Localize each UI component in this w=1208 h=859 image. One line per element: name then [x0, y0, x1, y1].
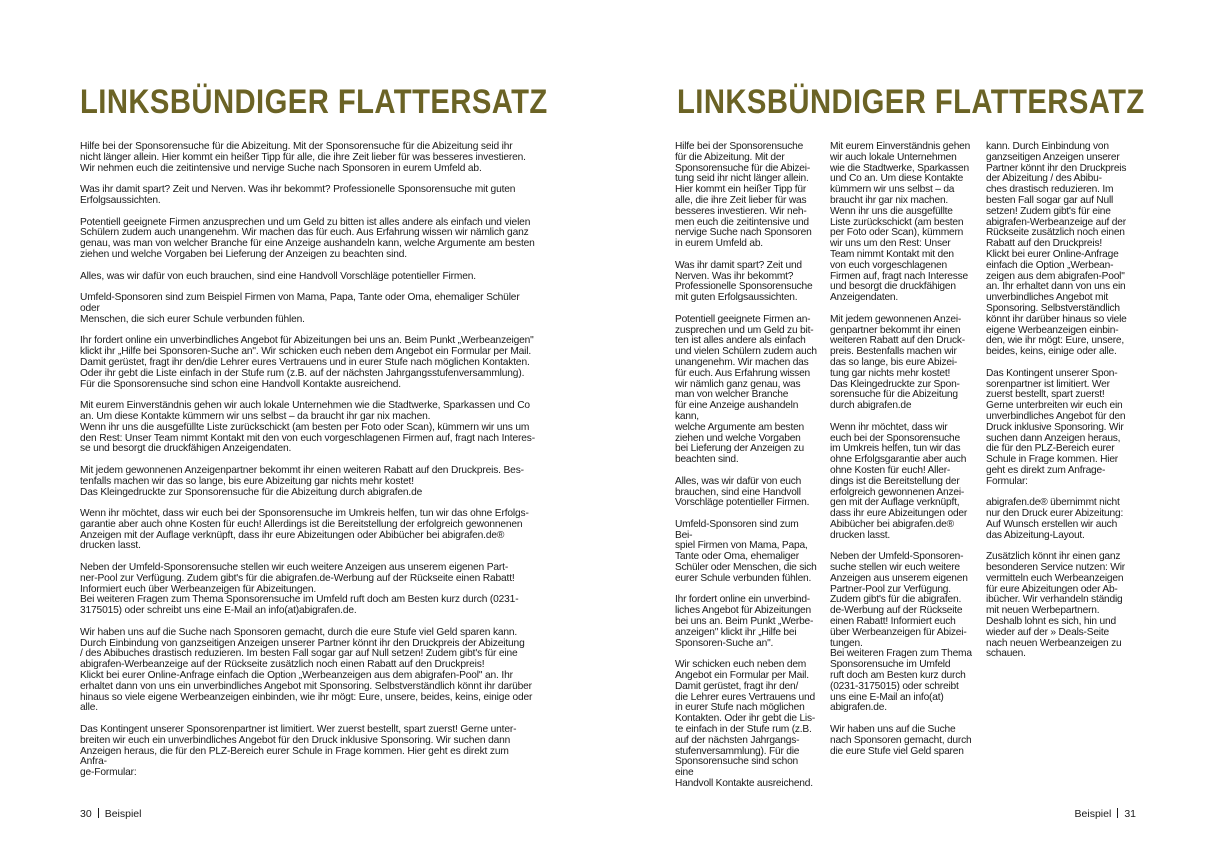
right-page — [604, 0, 1208, 859]
folio-divider — [98, 808, 99, 818]
paragraph: Zusätzlich könnt ihr einen ganz besonderen Service nutzen: Wir vermitteln euch Werbeanzeigen für eure Abizeitungen oder Ab- ibücher. Wir verhandeln ständig mit neuen Werbepartnern. Deshalb lohnt es sich, hin und wieder auf der » Deals-Seite nach neuen Werbeanzeigen zu schauen. — [986, 551, 1125, 660]
paragraph: Ihr fordert online ein unverbind- liches Angebot für Abizeitungen bei uns an. Beim Punkt „Werbe- anzeigen" klickt ihr „Hilfe bei Sponsoren-Suche an". — [675, 594, 814, 649]
paragraph: Das Kontingent unserer Sponsorenpartner ist limitiert. Wer zuerst bestellt, spart zuerst! Gerne unter- breiten wir euch ein unverbindliches Angebot für den Druck inklusive Sponsoring. Wir suchen dann Anzeigen heraus, die für den PLZ-Bereich eurer Schule in Frage kommen. Hier geht es direkt zum Anfra- ge-Formular: — [80, 724, 517, 779]
paragraph: Das Kontingent unserer Spon- sorenpartner ist limitiert. Wer zuerst bestellt, spart zuerst! Gerne unterbreiten wir euch ein unverbindliches Angebot für den Druck inklusive Sponsoring. Wir suchen dann Anzeigen heraus, die für den PLZ-Bereich eurer Schule in Frage kommen. Hier geht es direkt zum Anfrage- Formular: — [986, 367, 1126, 487]
page-title: LINKSBÜNDIGER FLATTERSATZ — [677, 83, 1145, 121]
text-column-3 — [986, 142, 1128, 671]
paragraph: Umfeld-Sponsoren sind zum Bei- spiel Firmen von Mama, Papa, Tante oder Oma, ehemaliger Schüler oder Menschen, die sich eurer Schule verbunden fühlen. — [675, 518, 817, 584]
paragraph: Ihr fordert online ein unverbindliches Angebot für Abizeitungen bei uns an. Beim Punkt „Werbeanzeigen" klickt ihr „Hilfe bei Sponsoren-Suche an". Wir schicken euch neben dem Angebot ein Formular per Mail. Damit gerüstet, fragt ihr den/die Lehrer eures Vertrauens und in eurer Stufe nach möglichen Kontakten. Oder ihr gebt die Liste einfach in der Stufe rum (z.B. auf der nächsten Jahrgangsstufenversammlung). Für die Sponsorensuche sind schon eine Handvoll Kontakte ausreichend. — [80, 335, 534, 390]
paragraph: Potentiell geeignete Firmen an- zusprechen und um Geld zu bit- ten ist alles andere als einfach und vielen Schülern zudem auch unangenehm. Wir machen das für euch. Aus Erfahrung wissen wir nämlich ganz genau, was man von welcher Branche für eine Anzeige aushandeln kann, welche Argumente am besten ziehen und welche Vorgaben bei Lieferung der Anzeigen zu beachten sind. — [675, 313, 817, 466]
paragraph: Alles, was wir dafür von euch brauchen, sind eine Handvoll Vorschläge potentieller Firmen. — [80, 270, 476, 282]
paragraph: Wir schicken euch neben dem Angebot ein Formular per Mail. Damit gerüstet, fragt ihr den/ die Lehrer eures Vertrauens und in eurer Stufe nach möglichen Kontakten. Oder ihr gebt die Lis- te einfach in der Stufe rum (z.B. auf der nächsten Jahrgangs- stufenversammlung). Für die Sponsorensuche sind schon eine Handvoll Kontakte ausreichend. — [675, 659, 816, 790]
text-column-2 — [830, 142, 972, 768]
page-title: LINKSBÜNDIGER FLATTERSATZ — [80, 83, 548, 121]
paragraph: kann. Durch Einbindung von ganzseitigen Anzeigen unserer Partner könnt ihr den Druckpreis der Abizeitung / des Abibu- ches drastisch reduzieren. Im besten Fall sogar gar auf Null setzen! Zudem gibt's für eine abigrafen-Werbeanzeige auf der Rückseite zusätzlich noch einen Rabatt auf den Druckpreis! Klickt bei eurer Online-Anfrage einfach die Option „Werbean- zeigen aus dem abigrafen-Pool" an. Ihr erhaltet dann von uns ein unverbindliches Angebot mit Sponsoring. Selbstverständlich könnt ihr darüber hinaus so viele eigene Werbeanzeigen einbin- den, wie ihr mögt: Eure, unsere, beides, keins, einige oder alle. — [986, 141, 1127, 358]
paragraph: Umfeld-Sponsoren sind zum Beispiel Firmen von Mama, Papa, Tante oder Oma, ehemaliger Schüler oder Menschen, die sich eurer Schule verbunden fühlen. — [80, 292, 520, 325]
paragraph: Potentiell geeignete Firmen anzusprechen und um Geld zu bitten ist alles andere als einfach und vielen Schülern zudem auch unangenehm. Wir machen das für euch. Aus Erfahrung wissen wir nämlich ganz genau, was man von welcher Branche für eine Anzeige aushandeln kann, welche Argumente am besten ziehen und welche Vorgaben bei Lieferung der Anzeigen zu beachten sind. — [80, 216, 535, 260]
footer-label: Beispiel — [104, 808, 142, 820]
paragraph: Was ihr damit spart? Zeit und Nerven. Was ihr bekommt? Professionelle Sponsorensuche mit guten Erfolgsaussichten. — [80, 184, 516, 206]
paragraph: Wenn ihr möchtet, dass wir euch bei der Sponsorensuche im Umkreis helfen, tun wir das ohne Erfolgsgarantie aber auch ohne Kosten für euch! Aller- dings ist die Bereitstellung der erfolgreich gewonnenen Anzei- gen mit der Auflage verknüpft, dass ihr eure Abizeitungen oder Abibücher bei abigrafen.de® drucken lasst. — [830, 421, 968, 541]
paragraph: Hilfe bei der Sponsorensuche für die Abizeitung. Mit der Sponsorensuche für die Abizeitung seid ihr nicht länger allein. Hier kommt ein heißer Tipp für alle, die ihre Zeit lieber für was besseres investieren. Wir nehmen euch die zeitintensive und nervige Suche nach Sponsoren in eurem Umfeld ab. — [80, 141, 526, 174]
paragraph: Hilfe bei der Sponsorensuche für die Abizeitung. Mit der Sponsorensuche für die Abizei- tung seid ihr nicht länger allein. Hier kommt ein heißer Tipp für alle, die ihre Zeit lieber für was besseres investieren. Wir neh- men euch die zeitintensive und nervige Suche nach Sponsoren in eurem Umfeld ab. — [675, 141, 812, 250]
paragraph: Mit jedem gewonnenen Anzei- genpartner bekommt ihr einen weiteren Rabatt auf den Druck- preis. Bestenfalls machen wir das so lange, bis eure Abizei- tung gar nichts mehr kostet! Das Kleingedruckte zur Spon- sorensuche für die Abizeitung durch abigrafen.de — [830, 313, 965, 412]
page-number: 31 — [1124, 808, 1136, 820]
folio-divider — [1117, 808, 1118, 818]
paragraph: Was ihr damit spart? Zeit und Nerven. Was ihr bekommt? Professionelle Sponsorensuche mit guten Erfolgsaussichten. — [675, 259, 813, 304]
text-column-1 — [675, 142, 817, 801]
footer-label: Beispiel — [1074, 808, 1112, 820]
paragraph: Wenn ihr möchtet, dass wir euch bei der Sponsorensuche im Umkreis helfen, tun wir das ohne Erfolgs- garantie aber auch ohne Kosten für euch! Allerdings ist die Bereitstellung der erfolgreich gewonnenen Anzeigen mit der Auflage verknüpft, dass ihr eure Abizeitungen oder Abibücher bei abigrafen.de® drucken lasst. — [80, 508, 529, 552]
paragraph: Alles, was wir dafür von euch brauchen, sind eine Handvoll Vorschläge potentieller Firmen. — [675, 475, 810, 509]
paragraph: abigrafen.de® übernimmt nicht nur den Druck eurer Abizeitung: Auf Wunsch erstellen wir auch das Abizeitung-Layout. — [986, 497, 1124, 541]
paragraph: Wir haben uns auf die Suche nach Sponsoren gemacht, durch die eure Stufe viel Geld sparen — [830, 724, 972, 757]
paragraph: Mit eurem Einverständnis gehen wir auch lokale Unternehmen wie die Stadtwerke, Sparkassen und Co an. Um diese Kontakte kümmern wir uns selbst – da braucht ihr gar nix machen. Wenn ihr uns die ausgefüllte Liste zurückschickt (am besten per Foto oder Scan), kümmern wir uns um den Rest: Unser Team nimmt Kontakt mit den von euch vorgeschlagenen Firmen auf, fragt nach Interesse und besorgt die druckfähigen Anzeigendaten. — [830, 141, 971, 304]
page-footer — [80, 808, 141, 820]
page-number: 30 — [80, 808, 92, 820]
paragraph: Mit jedem gewonnenen Anzeigenpartner bekommt ihr einen weiteren Rabatt auf den Druckpreis. Bes- tenfalls machen wir das so lange, bis eure Abizeitung gar nichts mehr kostet! Das Kleingedruckte zur Sponsorensuche für die Abizeitung durch abigrafen.de — [80, 464, 524, 498]
paragraph: Neben der Umfeld-Sponsorensuche stellen wir euch weitere Anzeigen aus unserem eigenen Part- ner-Pool zur Verfügung. Zudem gibt's für die abigrafen.de-Werbung auf der Rückseite einen Rabatt! Informiert euch über Werbeanzeigen für Abizeitungen. Bei weiteren Fragen zum Thema Sponsorensuche im Umfeld ruft doch am Besten kurz durch (0231- 3175015) oder schreibt uns eine E-Mail an info(at)abigrafen.de. — [80, 562, 519, 617]
paragraph: Neben der Umfeld-Sponsoren- suche stellen wir euch weitere Anzeigen aus unserem eigenen Partner-Pool zur Verfügung. Zudem gibt's für die abigrafen. de-Werbung auf der Rückseite einen Rabatt! Informiert euch über Werbeanzeigen für Abizei- tungen. Bei weiteren Fragen zum Thema Sponsorensuche im Umfeld ruft doch am Besten kurz durch (0231-3175015) oder schreibt uns eine E-Mail an info(at) abigrafen.de. — [830, 551, 972, 714]
paragraph: Wir haben uns auf die Suche nach Sponsoren gemacht, durch die eure Stufe viel Geld sparen kann. Durch Einbindung von ganzseitigen Anzeigen unserer Partner könnt ihr den Druckpreis der Abizeitung / des Abibuches drastisch reduzieren. Im besten Fall sogar gar auf Null setzen! Zudem gibt's für eine abigrafen-Werbeanzeige auf der Rückseite zusätzlich noch einen Rabatt auf den Druckpreis! Klickt bei eurer Online-Anfrage einfach die Option „Werbeanzeigen aus dem abigrafen-Pool" an. Ihr erhaltet dann von uns ein unverbindliches Angebot mit Sponsoring. Selbstverständlich könnt ihr darüber hinaus so viele eigene Werbeanzeigen einbinden, wie ihr mögt: Eure, unsere, beides, keins, einige oder alle. — [80, 626, 533, 714]
page-footer — [1075, 808, 1136, 820]
body-text — [80, 142, 535, 790]
paragraph: Mit eurem Einverständnis gehen wir auch lokale Unternehmen wie die Stadtwerke, Sparkassen und Co an. Um diese Kontakte kümmern wir uns selbst – da braucht ihr gar nix machen. Wenn ihr uns die ausgefüllte Liste zurückschickt (am besten per Foto oder Scan), kümmern wir uns um den Rest: Unser Team nimmt Kontakt mit den von euch vorgeschlagenen Firmen auf, fragt nach Interes- se und besorgt die druckfähigen Anzeigendaten. — [80, 400, 535, 455]
